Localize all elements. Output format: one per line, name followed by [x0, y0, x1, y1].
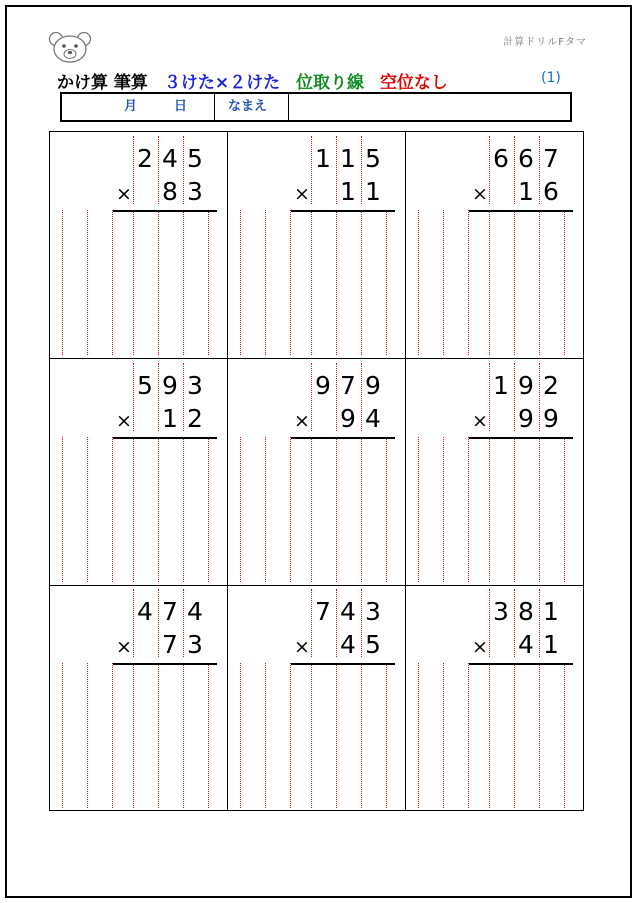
- place-value-guide: [361, 437, 362, 582]
- answer-line: [469, 210, 573, 212]
- place-value-guide: [564, 437, 565, 582]
- place-value-guide: [539, 437, 540, 582]
- date-divider: [214, 94, 215, 120]
- place-value-guide: [112, 437, 113, 582]
- problem-grid: [49, 131, 584, 811]
- multiplicand-digit: 6: [518, 144, 534, 173]
- multiplier-digit: 1: [365, 177, 381, 206]
- answer-line: [469, 437, 573, 439]
- place-value-guide: [133, 210, 134, 355]
- times-sign: ×: [472, 409, 488, 432]
- title-part-place-lines: 位取り線: [296, 73, 365, 93]
- multiplicand-digit: 1: [315, 144, 331, 173]
- multiplier-digit: 5: [365, 630, 381, 659]
- place-value-guide: [290, 663, 291, 808]
- day-label: 日: [174, 99, 188, 114]
- times-sign: ×: [472, 636, 488, 658]
- place-value-guide: [489, 437, 490, 582]
- multiplicand-digit: 3: [365, 597, 381, 626]
- place-value-guide: [158, 663, 159, 808]
- multiplier-digit: 9: [543, 403, 559, 433]
- place-value-guide: [489, 210, 490, 355]
- place-value-guide: [539, 663, 540, 808]
- times-sign: ×: [294, 636, 310, 658]
- times-sign: ×: [472, 183, 488, 205]
- problem-cell[interactable]: [406, 585, 584, 811]
- problem-cell[interactable]: [406, 132, 584, 358]
- place-value-guide: [443, 663, 444, 808]
- name-label: なまえ: [228, 99, 268, 114]
- place-value-guide: [87, 210, 88, 355]
- answer-line: [291, 437, 395, 439]
- problem-cell[interactable]: [406, 359, 584, 585]
- place-value-guide: [112, 663, 113, 808]
- multiplicand-digit: 2: [137, 144, 153, 173]
- multiplicand-digit: 9: [162, 370, 178, 400]
- multiplicand-digit: 7: [340, 370, 356, 400]
- answer-line: [113, 210, 217, 212]
- times-sign: ×: [294, 183, 310, 205]
- place-value-guide: [336, 437, 337, 582]
- place-value-guide: [489, 663, 490, 808]
- place-value-guide: [361, 663, 362, 808]
- multiplicand-digit: 7: [315, 597, 331, 626]
- multiplicand-digit: 2: [543, 370, 559, 400]
- place-value-guide: [361, 210, 362, 355]
- month-label: 月: [124, 99, 138, 114]
- place-value-guide: [265, 437, 266, 582]
- place-value-guide: [336, 210, 337, 355]
- multiplicand-digit: 4: [137, 597, 153, 626]
- problem-cell[interactable]: [228, 585, 406, 811]
- multiplier-digit: 1: [340, 177, 356, 206]
- brand-label: 計算ドリルFタマ: [503, 37, 587, 48]
- place-value-guide: [336, 663, 337, 808]
- place-value-guide: [386, 663, 387, 808]
- place-value-guide: [539, 210, 540, 355]
- multiplier-digit: 4: [340, 630, 356, 659]
- worksheet-title: [57, 68, 597, 92]
- multiplicand-digit: 4: [187, 597, 203, 626]
- multiplier-digit: 7: [162, 630, 178, 659]
- place-value-guide: [290, 210, 291, 355]
- place-value-guide: [62, 663, 63, 808]
- multiplier-digit: 2: [187, 403, 203, 433]
- multiplicand-digit: 7: [162, 597, 178, 626]
- multiplicand-digit: 1: [340, 144, 356, 173]
- times-sign: ×: [116, 636, 132, 658]
- place-value-guide: [468, 663, 469, 808]
- place-value-guide: [133, 437, 134, 582]
- times-sign: ×: [116, 183, 132, 205]
- place-value-guide: [386, 437, 387, 582]
- place-value-guide: [311, 663, 312, 808]
- problem-cell[interactable]: [50, 359, 228, 585]
- place-value-guide: [208, 210, 209, 355]
- place-value-guide: [443, 210, 444, 355]
- place-value-guide: [265, 663, 266, 808]
- answer-line: [291, 663, 395, 665]
- multiplier-digit: 9: [340, 403, 356, 433]
- place-value-guide: [183, 210, 184, 355]
- place-value-guide: [208, 663, 209, 808]
- multiplicand-digit: 3: [187, 370, 203, 400]
- place-value-guide: [418, 437, 419, 582]
- place-value-guide: [290, 437, 291, 582]
- multiplicand-digit: 8: [518, 597, 534, 626]
- title-part-no-zero: 空位なし: [379, 73, 448, 93]
- multiplicand-digit: 3: [493, 597, 509, 626]
- place-value-guide: [514, 437, 515, 582]
- multiplicand-digit: 1: [543, 597, 559, 626]
- multiplier-digit: 8: [162, 177, 178, 206]
- problem-cell[interactable]: [228, 359, 406, 585]
- place-value-guide: [514, 663, 515, 808]
- place-value-guide: [62, 437, 63, 582]
- multiplier-digit: 1: [543, 630, 559, 659]
- multiplicand-digit: 6: [493, 144, 509, 173]
- answer-line: [291, 210, 395, 212]
- answer-line: [469, 663, 573, 665]
- name-divider: [288, 94, 289, 120]
- problem-cell[interactable]: [228, 132, 406, 358]
- name-field[interactable]: [294, 94, 568, 120]
- multiplicand-digit: 9: [518, 370, 534, 400]
- problem-cell[interactable]: [50, 132, 228, 358]
- place-value-guide: [240, 210, 241, 355]
- place-value-guide: [133, 663, 134, 808]
- place-value-guide: [418, 663, 419, 808]
- place-value-guide: [311, 210, 312, 355]
- multiplicand-digit: 5: [187, 144, 203, 173]
- multiplicand-digit: 4: [340, 597, 356, 626]
- place-value-guide: [112, 210, 113, 355]
- multiplier-digit: 3: [187, 177, 203, 206]
- multiplier-digit: 4: [518, 630, 534, 659]
- multiplier-digit: 6: [543, 177, 559, 206]
- bear-face-icon: [48, 30, 92, 64]
- place-value-guide: [208, 437, 209, 582]
- problem-cell[interactable]: [50, 585, 228, 811]
- multiplicand-digit: 1: [493, 370, 509, 400]
- place-value-guide: [564, 663, 565, 808]
- multiplier-digit: 4: [365, 403, 381, 433]
- multiplicand-digit: 9: [315, 370, 331, 400]
- place-value-guide: [468, 437, 469, 582]
- place-value-guide: [265, 210, 266, 355]
- multiplicand-digit: 5: [365, 144, 381, 173]
- place-value-guide: [87, 663, 88, 808]
- place-value-guide: [386, 210, 387, 355]
- answer-line: [113, 663, 217, 665]
- multiplicand-digit: 5: [137, 370, 153, 400]
- multiplicand-digit: 7: [543, 144, 559, 173]
- name-date-box: [60, 92, 572, 122]
- place-value-guide: [240, 437, 241, 582]
- multiplier-digit: 1: [518, 177, 534, 206]
- times-sign: ×: [294, 409, 310, 432]
- sheet-number: (1): [541, 70, 561, 86]
- multiplicand-digit: 4: [162, 144, 178, 173]
- place-value-guide: [468, 210, 469, 355]
- place-value-guide: [62, 210, 63, 355]
- place-value-guide: [514, 210, 515, 355]
- place-value-guide: [158, 210, 159, 355]
- multiplier-digit: 9: [518, 403, 534, 433]
- place-value-guide: [443, 437, 444, 582]
- place-value-guide: [311, 437, 312, 582]
- place-value-guide: [240, 663, 241, 808]
- title-part-operation: かけ算 筆算: [57, 73, 148, 93]
- title-part-digits: ３けた×２けた: [163, 73, 281, 93]
- multiplier-digit: 1: [162, 403, 178, 433]
- times-sign: ×: [116, 409, 132, 432]
- place-value-guide: [183, 663, 184, 808]
- place-value-guide: [87, 437, 88, 582]
- multiplier-digit: 3: [187, 630, 203, 659]
- place-value-guide: [564, 210, 565, 355]
- place-value-guide: [418, 210, 419, 355]
- place-value-guide: [158, 437, 159, 582]
- place-value-guide: [183, 437, 184, 582]
- multiplicand-digit: 9: [365, 370, 381, 400]
- answer-line: [113, 437, 217, 439]
